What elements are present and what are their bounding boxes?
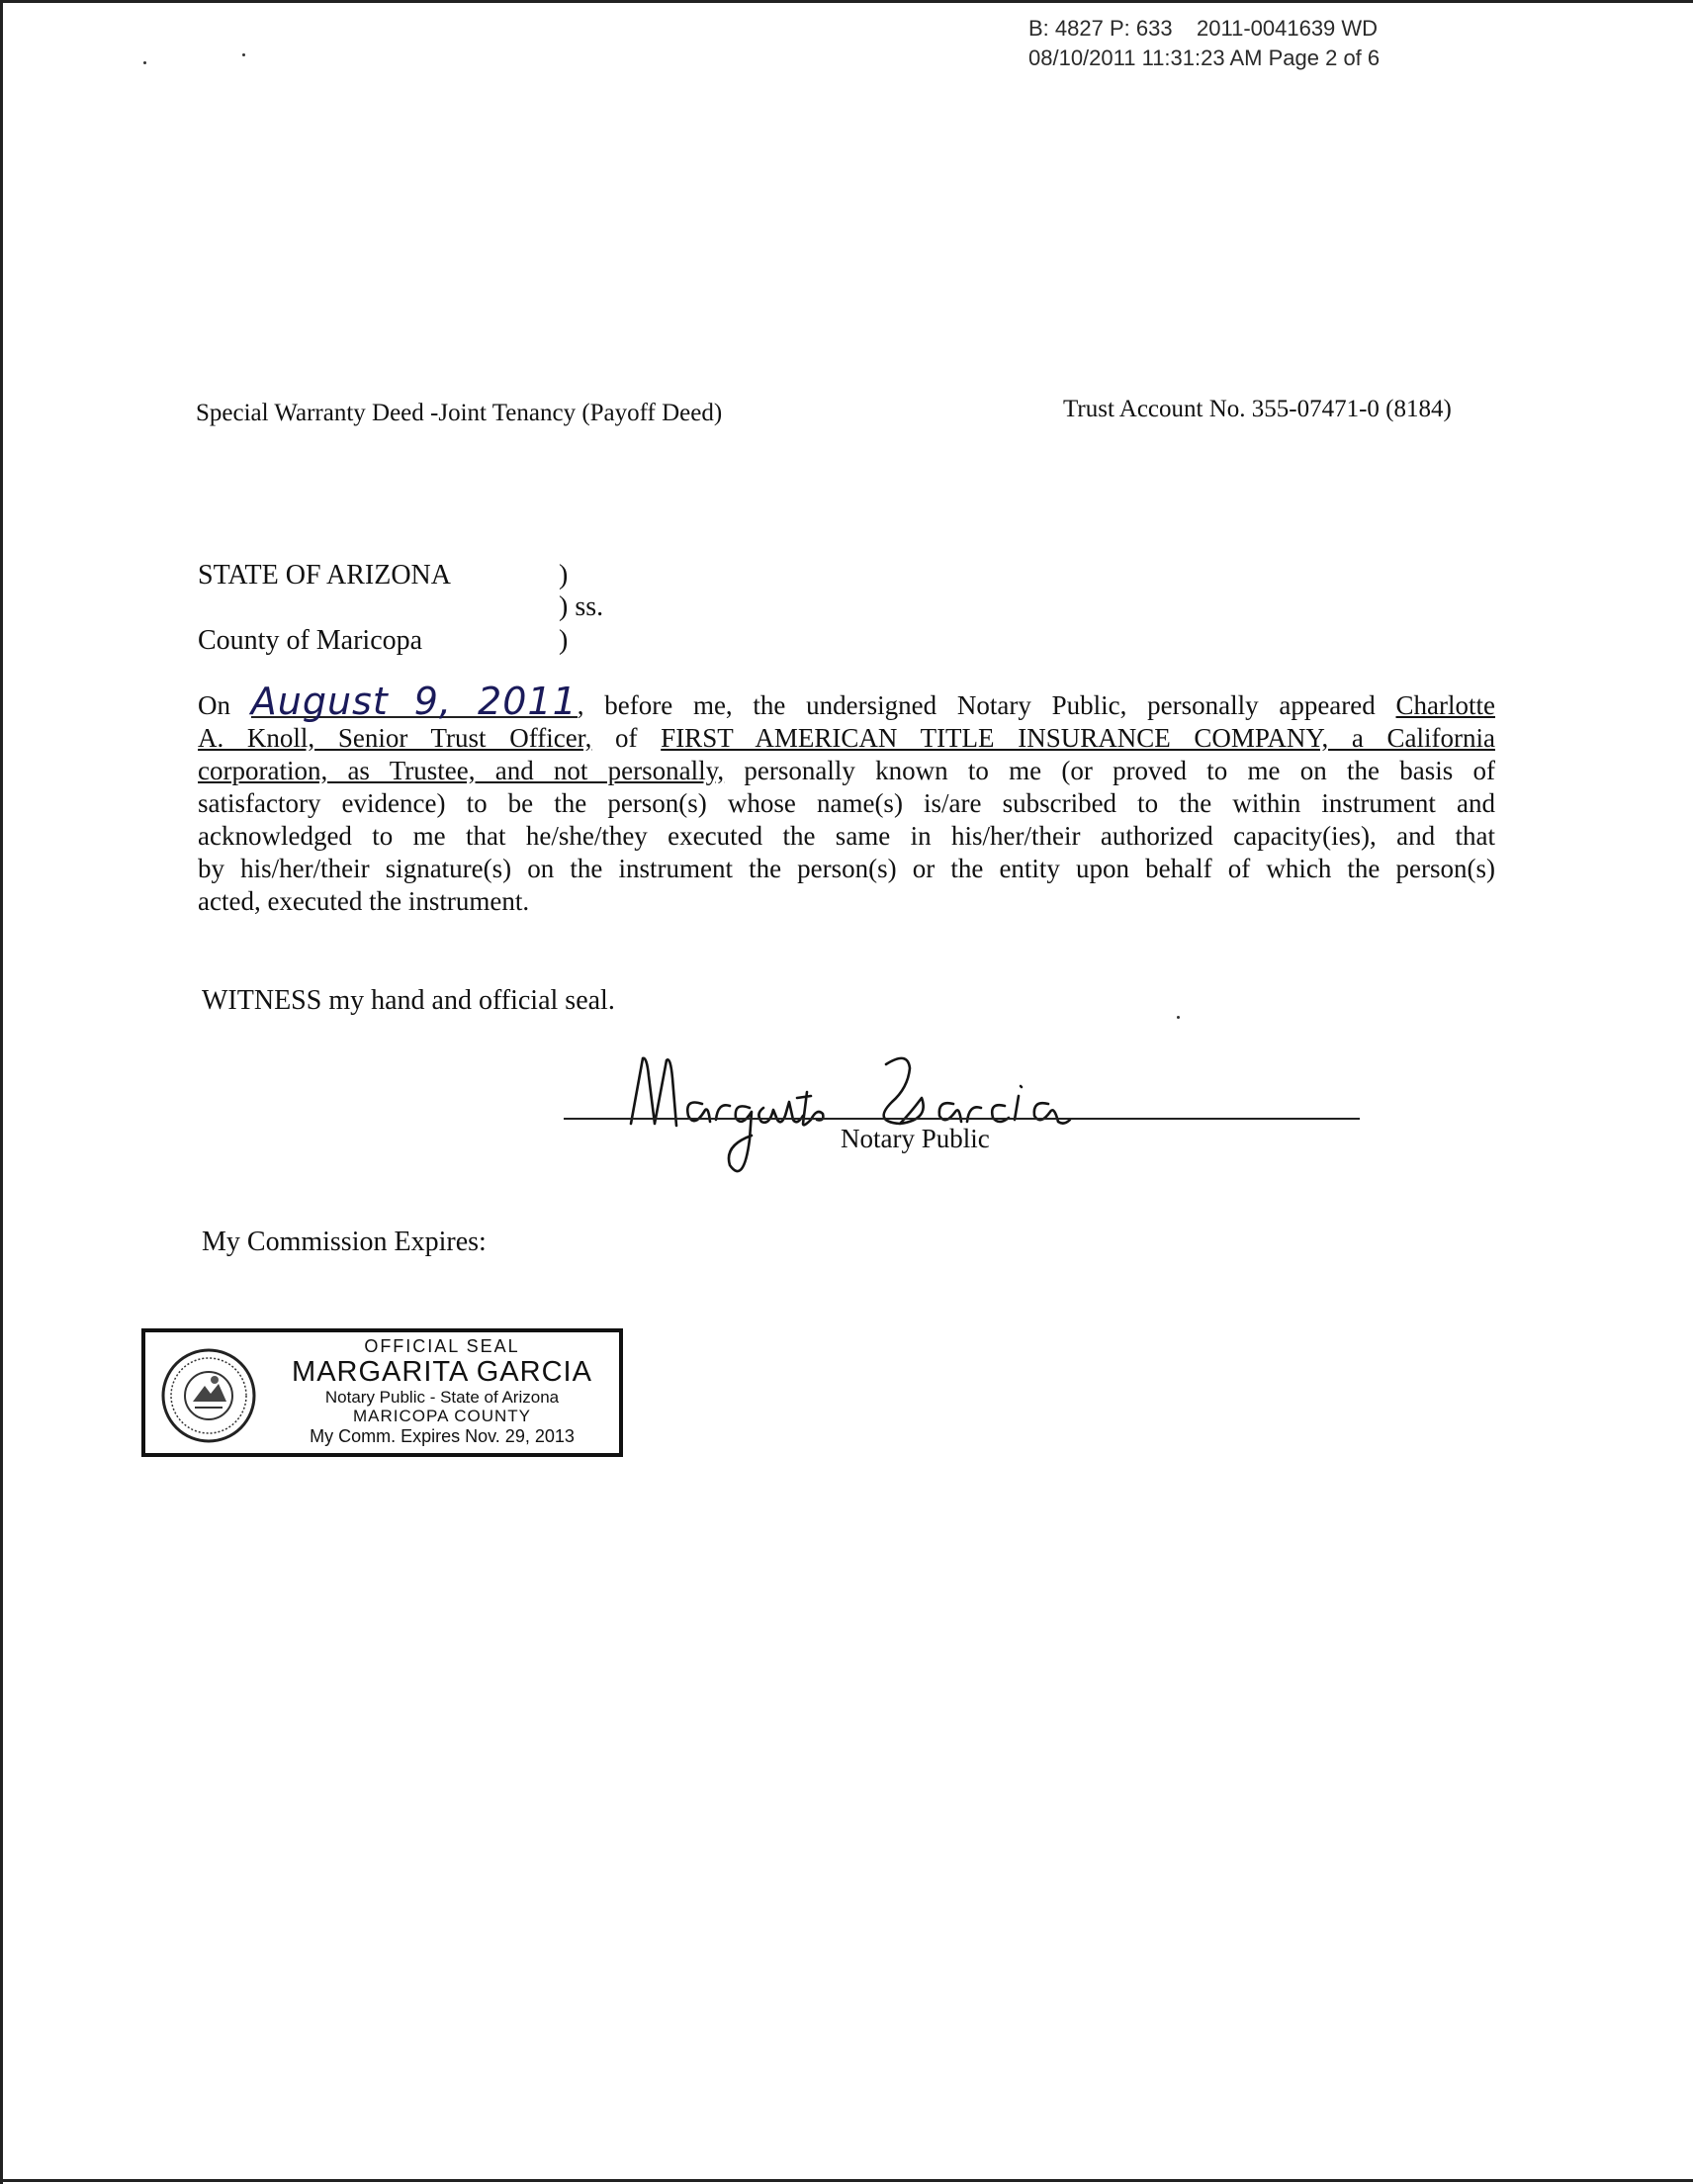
recording-stamp-line1: B: 4827 P: 633 2011-0041639 WD bbox=[1028, 16, 1379, 41]
ack-line-4: satisfactory evidence) to be the person(s) whose name(s) is/are subscribed to the within instrument and bbox=[198, 788, 1495, 818]
venue-paren: ) bbox=[559, 625, 569, 656]
seal-line-3: Notary Public - State of Arizona bbox=[324, 1388, 560, 1407]
venue-state: STATE OF ARIZONA bbox=[198, 560, 451, 591]
acknowledgment-paragraph bbox=[198, 680, 1495, 918]
ack-line-1 bbox=[198, 680, 1495, 723]
seal-county: MARICOPA COUNTY bbox=[353, 1407, 531, 1425]
ack-officer-name-part2: A. Knoll, Senior Trust Officer, bbox=[198, 723, 592, 753]
notary-signature bbox=[613, 1017, 1246, 1185]
ack-line-5: acknowledged to me that he/she/they executed the same in his/her/their authorized capacity(ies), and that bbox=[198, 821, 1495, 851]
notary-public-label: Notary Public bbox=[841, 1124, 990, 1153]
ack-line-2 bbox=[198, 722, 1495, 755]
venue-ss: ) ss. bbox=[559, 592, 604, 622]
venue-county: County of Maricopa bbox=[198, 625, 423, 656]
ack-line-6: by his/her/their signature(s) on the instrument the person(s) or the entity upon behalf of which the person(s) bbox=[198, 854, 1495, 883]
ack-company-part2: corporation, as Trustee, and not personally, bbox=[198, 756, 725, 785]
ack-before-me: , before me, the undersigned Notary Public, personally appeared bbox=[577, 690, 1376, 720]
arizona-seal-emblem-icon bbox=[159, 1346, 258, 1445]
ack-of: of bbox=[591, 723, 662, 753]
ack-line-7: acted, executed the instrument. bbox=[198, 886, 530, 916]
trust-account-number: Trust Account No. 355-07471-0 (8184) bbox=[1063, 396, 1452, 422]
scan-speck bbox=[143, 61, 146, 64]
seal-notary-name: MARGARITA GARCIA bbox=[292, 1356, 592, 1388]
handwritten-date: August 9, 2011 bbox=[250, 680, 578, 723]
page-border-bottom bbox=[0, 2179, 1693, 2182]
page-border-left bbox=[0, 0, 3, 2184]
signature-line bbox=[564, 1118, 1360, 1120]
seal-expiration: My Comm. Expires Nov. 29, 2013 bbox=[310, 1426, 575, 1446]
official-notary-seal bbox=[141, 1328, 623, 1457]
venue-paren: ) bbox=[559, 560, 569, 591]
ack-on: On bbox=[198, 690, 230, 720]
ack-line-3 bbox=[198, 755, 1495, 787]
ack-company-part1: FIRST AMERICAN TITLE INSURANCE COMPANY, a California bbox=[661, 723, 1495, 753]
page-border-top bbox=[0, 0, 1693, 3]
recording-stamp bbox=[1028, 14, 1380, 73]
document-title: Special Warranty Deed -Joint Tenancy (Payoff Deed) bbox=[196, 400, 723, 426]
ack-officer-name-part1: Charlotte bbox=[1395, 690, 1495, 720]
seal-line-1: OFFICIAL SEAL bbox=[364, 1336, 520, 1356]
recording-stamp-line2: 08/10/2011 11:31:23 AM Page 2 of 6 bbox=[1028, 46, 1381, 70]
seal-text bbox=[264, 1336, 620, 1447]
scan-speck bbox=[242, 53, 245, 56]
ack-line-3-rest: personally known to me (or proved to me on the basis of bbox=[724, 756, 1495, 785]
witness-statement: WITNESS my hand and official seal. bbox=[202, 985, 615, 1016]
commission-expires: My Commission Expires: bbox=[202, 1227, 487, 1257]
